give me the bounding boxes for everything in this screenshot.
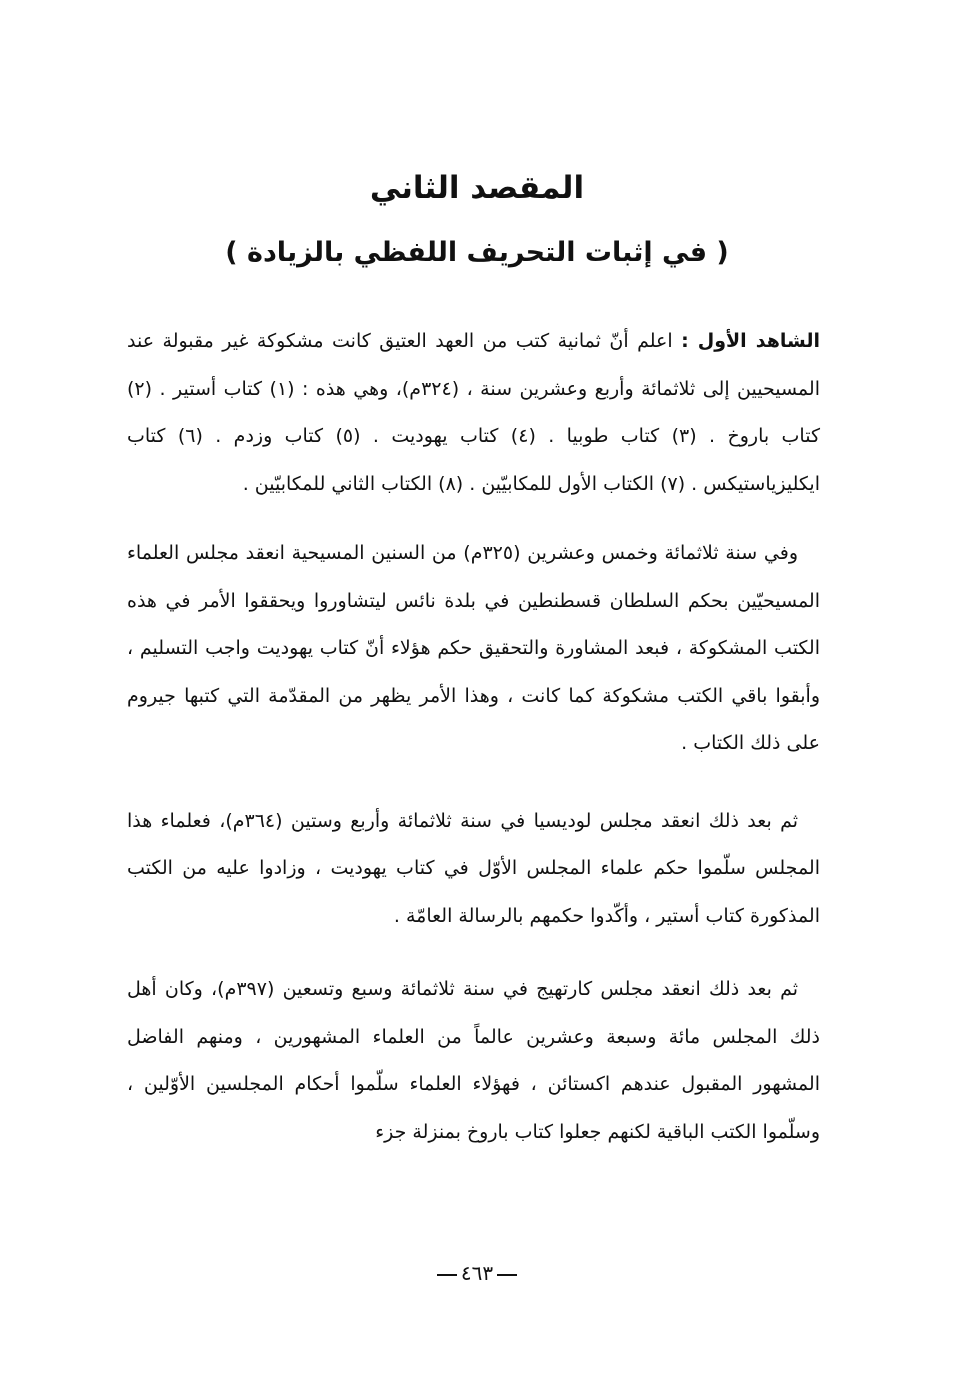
body-text: [127, 318, 820, 1156]
section-title: المقصد الثاني: [369, 170, 585, 206]
dash-left: [497, 1274, 517, 1276]
paragraph-first-witness: [127, 318, 820, 508]
section-subtitle: ( في إثبات التحريف اللفظي بالزيادة ): [225, 237, 729, 268]
page-number-text: ٤٦٣: [460, 1261, 494, 1285]
paragraph-nicaea-council: وفي سنة ثلاثمائة وخمس وعشرين (٣٢٥م) من السنين المسيحية انعقد مجلس العلماء المسيحيّين بحكم السلطان قسطنطين في بلدة نائس ليتشاوروا ويحققوا الأمر في هذه الكتب المشكوكة ، فبعد المشاورة والتحقيق حكم هؤلاء أنّ كتاب يهوديت واجب التسليم ، وأبقوا باقي الكتب مشكوكة كما كانت ، وهذا الأمر يظهر من المقدّمة التي كتبها جيروم على ذلك الكتاب .: [127, 542, 820, 754]
paragraph-carthage-council: ثم بعد ذلك انعقد مجلس كارتهيج في سنة ثلاثمائة وسبع وتسعين (٣٩٧م)، وكان أهل ذلك المجلس مائة وسبعة وعشرين عالماً من العلماء المشهورين ، ومنهم الفاضل المشهور المقبول عندهم اكستائن ، فهؤلاء العلماء سلّموا أحكام المجلسين الأوّلين ، وسلّموا الكتب الباقية لكنهم جعلوا كتاب باروخ بمنزلة جزء: [127, 978, 820, 1143]
dash-right: [437, 1274, 457, 1276]
paragraph-lead: الشاهد الأول :: [681, 330, 820, 352]
paragraph-text: اعلم أنّ ثمانية كتب من العهد العتيق كانت مشكوكة غير مقبولة عند المسيحيين إلى ثلاثمائة وأربع وعشرين سنة ، (٣٢٤م)، وهي هذه : (١) كتاب أستير . (٢) كتاب باروخ . (٣) كتاب طوبيا . (٤) كتاب يهوديت . (٥) كتاب وزدم . (٦) كتاب ايكليزياستيكس . (٧) الكتاب الأول للمكابيّين . (٨) الكتاب الثاني للمكابيّين .: [127, 330, 820, 495]
paragraph-laodicea-council: ثم بعد ذلك انعقد مجلس لوديسيا في سنة ثلاثمائة وأربع وستين (٣٦٤م)، فعلماء هذا المجلس سلّموا حكم علماء المجلس الأوّل في كتاب يهوديت ، وزادوا عليه من الكتب المذكورة كتاب أستير ، وأكّدوا حكمهم بالرسالة العامّة .: [127, 809, 820, 927]
page-number: [0, 1258, 954, 1288]
